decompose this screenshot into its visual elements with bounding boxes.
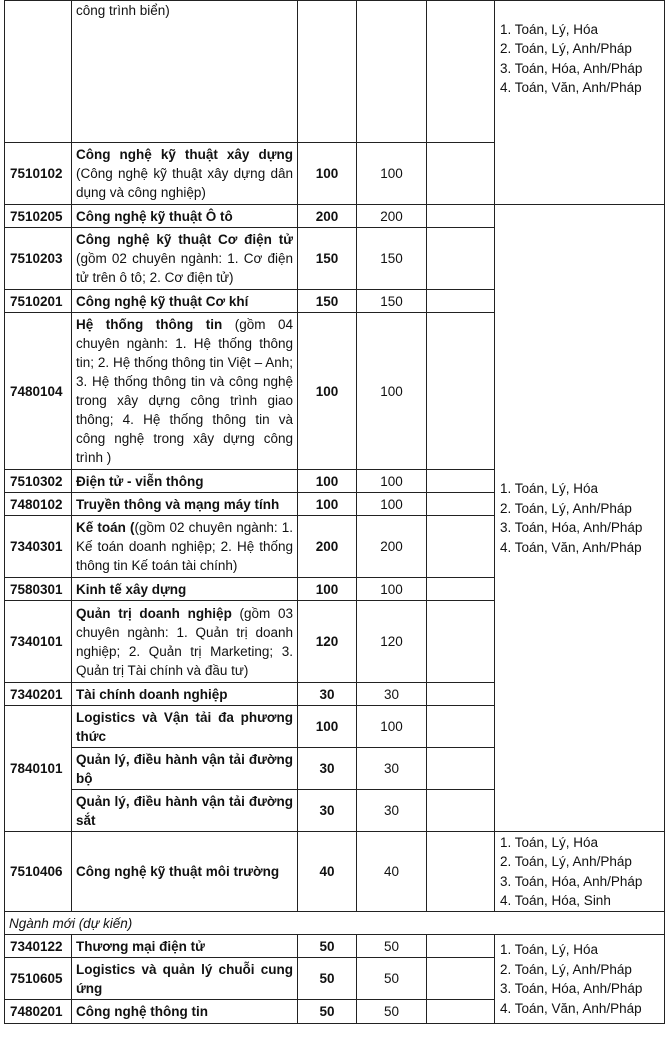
quota-secondary: 50 — [357, 1000, 427, 1024]
quota-primary: 100 — [298, 313, 357, 470]
empty-cell — [427, 748, 495, 790]
major-detail: (gồm 02 chuyên ngành: 1. Kế toán doanh nghiệp; 2. Hệ thống thông tin Kế toán tài chính) — [76, 520, 293, 573]
subject-combo-item: 1. Toán, Lý, Hóa — [500, 834, 599, 850]
quota-secondary: 100 — [357, 313, 427, 470]
quota-primary: 50 — [298, 958, 357, 1000]
subject-combo-item: 3. Toán, Hóa, Anh/Pháp — [500, 520, 643, 535]
quota-primary: 200 — [298, 516, 357, 578]
major-code: 7480102 — [5, 493, 72, 516]
major-name: Điện tử - viễn thông — [76, 473, 204, 489]
quota-secondary: 30 — [357, 748, 427, 790]
table-row — [5, 1, 665, 143]
major-name: Truyền thông và mạng máy tính — [76, 496, 280, 512]
subject-combo-item: 4. Toán, Văn, Anh/Pháp — [500, 80, 642, 95]
quota-secondary: 30 — [357, 790, 427, 832]
empty-cell — [427, 578, 495, 601]
major-detail: (gồm 03 chuyên ngành: 1. Quản trị doanh nghiệp; 2. Quản trị Marketing; 3. Quản trị Tài chính và đầu tư) — [76, 605, 293, 678]
major-name: Hệ thống thông tin — [76, 317, 223, 332]
major-name-cell — [72, 935, 298, 958]
subject-combo-item: 2. Toán, Lý, Anh/Pháp — [500, 854, 632, 869]
subject-combo-item: 3. Toán, Hóa, Anh/Pháp — [500, 981, 643, 996]
subject-combo-item: 2. Toán, Lý, Anh/Pháp — [500, 961, 632, 977]
major-name-cell — [72, 143, 298, 205]
major-name-cell — [72, 313, 298, 470]
major-name-cell — [72, 290, 298, 313]
major-name-cell — [72, 706, 298, 748]
major-detail: (gồm 02 chuyên ngành: 1. Cơ điện tử trên ô tô; 2. Cơ điện tử) — [76, 251, 293, 285]
major-name-cell — [72, 1000, 298, 1024]
major-name: Kế toán ( — [76, 520, 135, 535]
major-code: 7510605 — [5, 958, 72, 1000]
major-code: 7840101 — [5, 706, 72, 832]
quota-cell — [298, 1, 357, 143]
major-name: Logistics và quản lý chuỗi cung ứng — [76, 961, 293, 996]
code-cell — [5, 1, 72, 143]
empty-cell — [427, 516, 495, 578]
empty-cell — [427, 935, 495, 958]
major-name: Tài chính doanh nghiệp — [76, 686, 228, 702]
quota-secondary: 100 — [357, 493, 427, 516]
major-name: Quản trị doanh nghiệp — [76, 605, 232, 621]
major-name: Công nghệ kỹ thuật môi trường — [76, 864, 280, 879]
major-name-continuation: công trình biển) — [76, 3, 170, 18]
quota-primary: 30 — [298, 683, 357, 706]
quota-secondary: 30 — [357, 683, 427, 706]
quota-secondary: 40 — [357, 832, 427, 912]
quota-primary: 30 — [298, 790, 357, 832]
table-row — [5, 205, 665, 228]
major-name: Thương mại điện tử — [76, 938, 205, 954]
major-name: Quản lý, điều hành vận tải đường sắt — [76, 793, 293, 828]
major-name-cell — [72, 470, 298, 493]
subject-combo-item: 2. Toán, Lý, Anh/Pháp — [500, 41, 632, 56]
empty-cell — [427, 1, 495, 143]
subject-combo-item: 3. Toán, Hóa, Anh/Pháp — [500, 60, 643, 76]
major-code: 7510102 — [5, 143, 72, 205]
subject-combo-item: 1. Toán, Lý, Hóa — [500, 942, 599, 957]
empty-cell — [427, 790, 495, 832]
empty-cell — [427, 601, 495, 683]
subject-combo-item: 4. Toán, Văn, Anh/Pháp — [500, 539, 642, 555]
major-name: Công nghệ kỹ thuật xây dựng — [76, 147, 293, 162]
major-name-cell — [72, 516, 298, 578]
empty-cell — [427, 143, 495, 205]
quota-primary: 40 — [298, 832, 357, 912]
major-name: Công nghệ thông tin — [76, 1004, 208, 1019]
major-name-cell — [72, 205, 298, 228]
major-name: Công nghệ kỹ thuật Cơ khí — [76, 293, 249, 309]
quota-secondary: 150 — [357, 290, 427, 313]
major-code: 7340122 — [5, 935, 72, 958]
empty-cell — [427, 683, 495, 706]
major-code: 7510302 — [5, 470, 72, 493]
major-detail: (Công nghệ kỹ thuật xây dựng dân dụng và công nghiệp) — [76, 166, 293, 200]
major-name: Kinh tế xây dựng — [76, 581, 187, 597]
major-name: Quản lý, điều hành vận tải đường bộ — [76, 751, 293, 786]
major-detail: (gồm 04 chuyên ngành: 1. Hệ thống thông tin; 2. Hệ thống thông tin Việt – Anh; 3. Hệ thống thông tin và công nghệ trong xây dựng công trình giao thông; 4. Hệ thống thông tin và công nghệ trong xây dựng công trình ) — [76, 317, 293, 465]
empty-cell — [427, 228, 495, 290]
quota-secondary: 100 — [357, 706, 427, 748]
major-code: 7480201 — [5, 1000, 72, 1024]
subject-combo-item: 4. Toán, Văn, Anh/Pháp — [500, 1000, 642, 1016]
quota-secondary: 120 — [357, 601, 427, 683]
subject-combo-item: 1. Toán, Lý, Hóa — [500, 21, 599, 37]
major-code: 7340201 — [5, 683, 72, 706]
empty-cell — [427, 493, 495, 516]
quota-primary: 50 — [298, 1000, 357, 1024]
major-name-cell — [72, 493, 298, 516]
major-name-cell — [72, 228, 298, 290]
quota-primary: 100 — [298, 706, 357, 748]
subject-combo-item: 2. Toán, Lý, Anh/Pháp — [500, 500, 632, 516]
major-name-cell — [72, 958, 298, 1000]
quota-primary: 100 — [298, 143, 357, 205]
major-code: 7480104 — [5, 313, 72, 470]
empty-cell — [427, 313, 495, 470]
subject-combo-cell — [495, 832, 665, 912]
major-name: Công nghệ kỹ thuật Ô tô — [76, 208, 233, 224]
quota-secondary: 150 — [357, 228, 427, 290]
empty-cell — [427, 290, 495, 313]
quota-cell — [357, 1, 427, 143]
major-name: Logistics và Vận tải đa phương thức — [76, 709, 293, 744]
empty-cell — [427, 1000, 495, 1024]
major-name-cell — [72, 832, 298, 912]
quota-secondary: 200 — [357, 516, 427, 578]
major-code: 7510201 — [5, 290, 72, 313]
table-row — [5, 832, 665, 912]
quota-secondary: 100 — [357, 578, 427, 601]
major-name: Công nghệ kỹ thuật Cơ điện tử — [76, 232, 293, 247]
table-row — [5, 935, 665, 958]
major-code: 7340101 — [5, 601, 72, 683]
subject-combo-cell — [495, 205, 665, 832]
major-name-cell — [72, 683, 298, 706]
quota-primary: 120 — [298, 601, 357, 683]
subject-combo-cell — [495, 1, 665, 205]
quota-primary: 50 — [298, 935, 357, 958]
quota-secondary: 200 — [357, 205, 427, 228]
empty-cell — [427, 470, 495, 493]
major-code: 7580301 — [5, 578, 72, 601]
empty-cell — [427, 205, 495, 228]
subject-combo-item: 1. Toán, Lý, Hóa — [500, 481, 599, 496]
empty-cell — [427, 832, 495, 912]
empty-cell — [427, 706, 495, 748]
quota-secondary: 100 — [357, 470, 427, 493]
quota-secondary: 50 — [357, 935, 427, 958]
quota-secondary: 50 — [357, 958, 427, 1000]
major-code: 7510203 — [5, 228, 72, 290]
quota-secondary: 100 — [357, 143, 427, 205]
quota-primary: 30 — [298, 748, 357, 790]
quota-primary: 100 — [298, 470, 357, 493]
section-row — [5, 912, 665, 935]
major-code: 7510205 — [5, 205, 72, 228]
quota-primary: 150 — [298, 290, 357, 313]
major-name-cell — [72, 601, 298, 683]
subject-combo-item: 3. Toán, Hóa, Anh/Pháp — [500, 873, 643, 889]
empty-cell — [427, 958, 495, 1000]
quota-primary: 100 — [298, 493, 357, 516]
quota-primary: 150 — [298, 228, 357, 290]
section-label: Ngành mới (dự kiến) — [5, 912, 665, 935]
quota-primary: 200 — [298, 205, 357, 228]
major-name-cell — [72, 578, 298, 601]
major-name-cell — [72, 1, 298, 143]
subject-combo-cell — [495, 935, 665, 1024]
quota-primary: 100 — [298, 578, 357, 601]
major-code: 7510406 — [5, 832, 72, 912]
subject-combo-item: 4. Toán, Hóa, Sinh — [500, 893, 611, 908]
admission-quota-table — [4, 0, 665, 1024]
major-code: 7340301 — [5, 516, 72, 578]
major-name-cell — [72, 790, 298, 832]
major-name-cell — [72, 748, 298, 790]
